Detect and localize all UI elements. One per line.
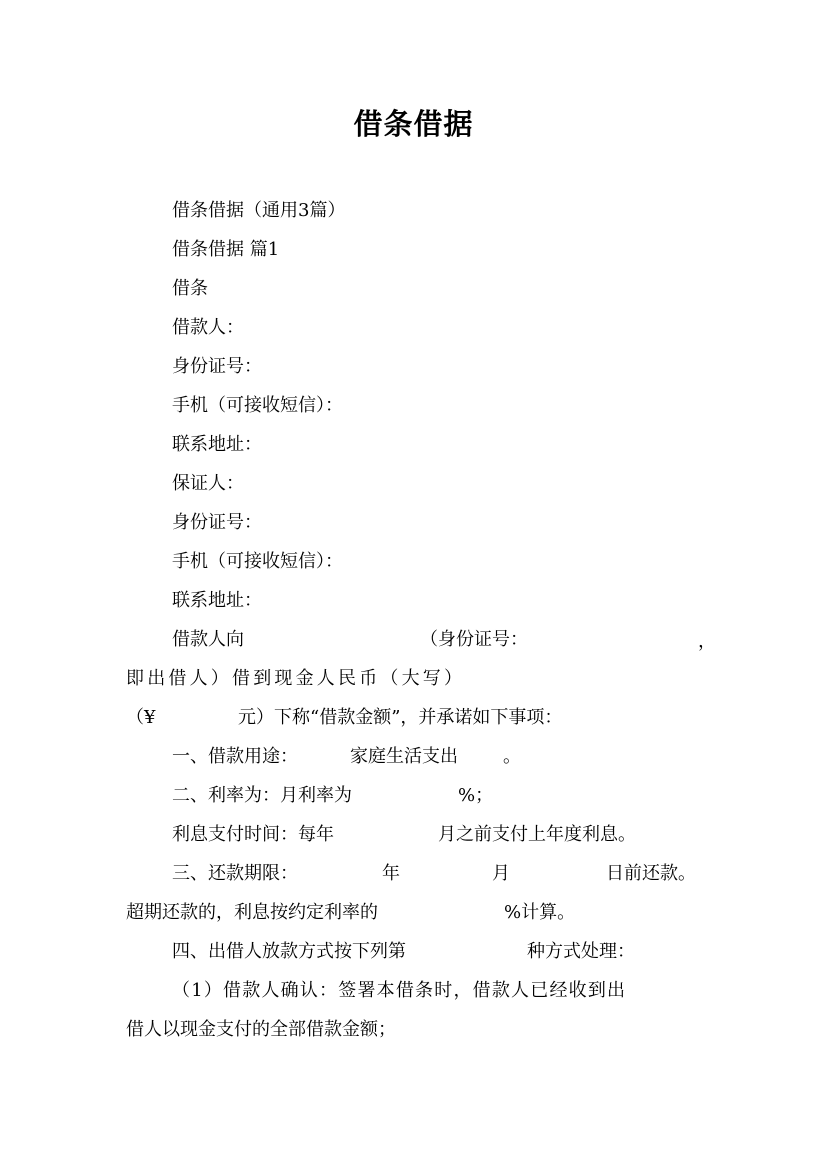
doc-line <box>527 939 635 965</box>
doc-line <box>420 627 528 653</box>
doc-line: 手机（可接收短信）： <box>172 551 343 572</box>
document-title: 借条借据 <box>353 107 474 141</box>
doc-line: 即出借人）借到现金人民币（大写） <box>126 668 466 689</box>
doc-line <box>438 822 636 848</box>
text-segment: 利息支付时间：每年 <box>172 824 334 845</box>
doc-line <box>172 822 334 848</box>
doc-line <box>172 744 298 770</box>
doc-line: 借款人： <box>172 317 244 338</box>
text-segment: %计算。 <box>504 902 576 923</box>
text-segment: ， <box>698 631 716 652</box>
doc-line: 联系地址： <box>172 590 262 611</box>
text-segment: 三、还款期限： <box>172 863 298 884</box>
doc-line <box>350 744 458 770</box>
text-segment: 年 <box>382 863 400 884</box>
doc-line: 保证人： <box>172 473 244 494</box>
doc-line <box>698 629 716 655</box>
doc-line: 借人以现金支付的全部借款金额； <box>126 1019 396 1040</box>
doc-line <box>126 900 378 926</box>
doc-line <box>172 861 298 887</box>
doc-line: 身份证号： <box>172 512 262 533</box>
text-segment: %； <box>458 785 494 806</box>
doc-line <box>172 627 244 653</box>
text-segment: 家庭生活支出 <box>350 746 458 767</box>
text-segment: 二、利率为：月利率为 <box>172 785 352 806</box>
doc-line <box>503 744 521 770</box>
text-segment: 。 <box>503 746 521 767</box>
text-segment: 超期还款的，利息按约定利率的 <box>126 902 378 923</box>
text-segment: 元）下称“借款金额”，并承诺如下事项： <box>238 707 563 728</box>
doc-line <box>172 783 352 809</box>
text-segment: 四、出借人放款方式按下列第 <box>172 941 406 962</box>
doc-line <box>172 939 406 965</box>
text-segment: 借款人向 <box>172 629 244 650</box>
text-segment: 一、借款用途： <box>172 746 298 767</box>
doc-line <box>606 861 696 887</box>
text-segment: 月 <box>492 863 510 884</box>
doc-line: 借条借据 篇1 <box>172 239 280 260</box>
text-segment: 月之前支付上年度利息。 <box>438 824 636 845</box>
doc-line: （1）借款人确认：签署本借条时，借款人已经收到出 <box>172 980 627 1001</box>
doc-line: 身份证号： <box>172 356 262 377</box>
doc-line <box>504 900 575 926</box>
doc-line <box>382 861 400 887</box>
doc-line: 借条借据（通用3篇） <box>172 200 346 221</box>
text-segment: 种方式处理： <box>527 941 635 962</box>
doc-line: 手机（可接收短信）： <box>172 395 343 416</box>
doc-line <box>126 705 155 731</box>
text-segment: （身份证号： <box>420 629 528 650</box>
text-segment: 日前还款。 <box>606 863 696 884</box>
doc-line <box>238 705 562 731</box>
text-segment: （¥ <box>126 707 156 728</box>
doc-line <box>458 783 493 809</box>
doc-line <box>492 861 510 887</box>
doc-line: 联系地址： <box>172 434 262 455</box>
doc-line: 借条 <box>172 278 208 299</box>
